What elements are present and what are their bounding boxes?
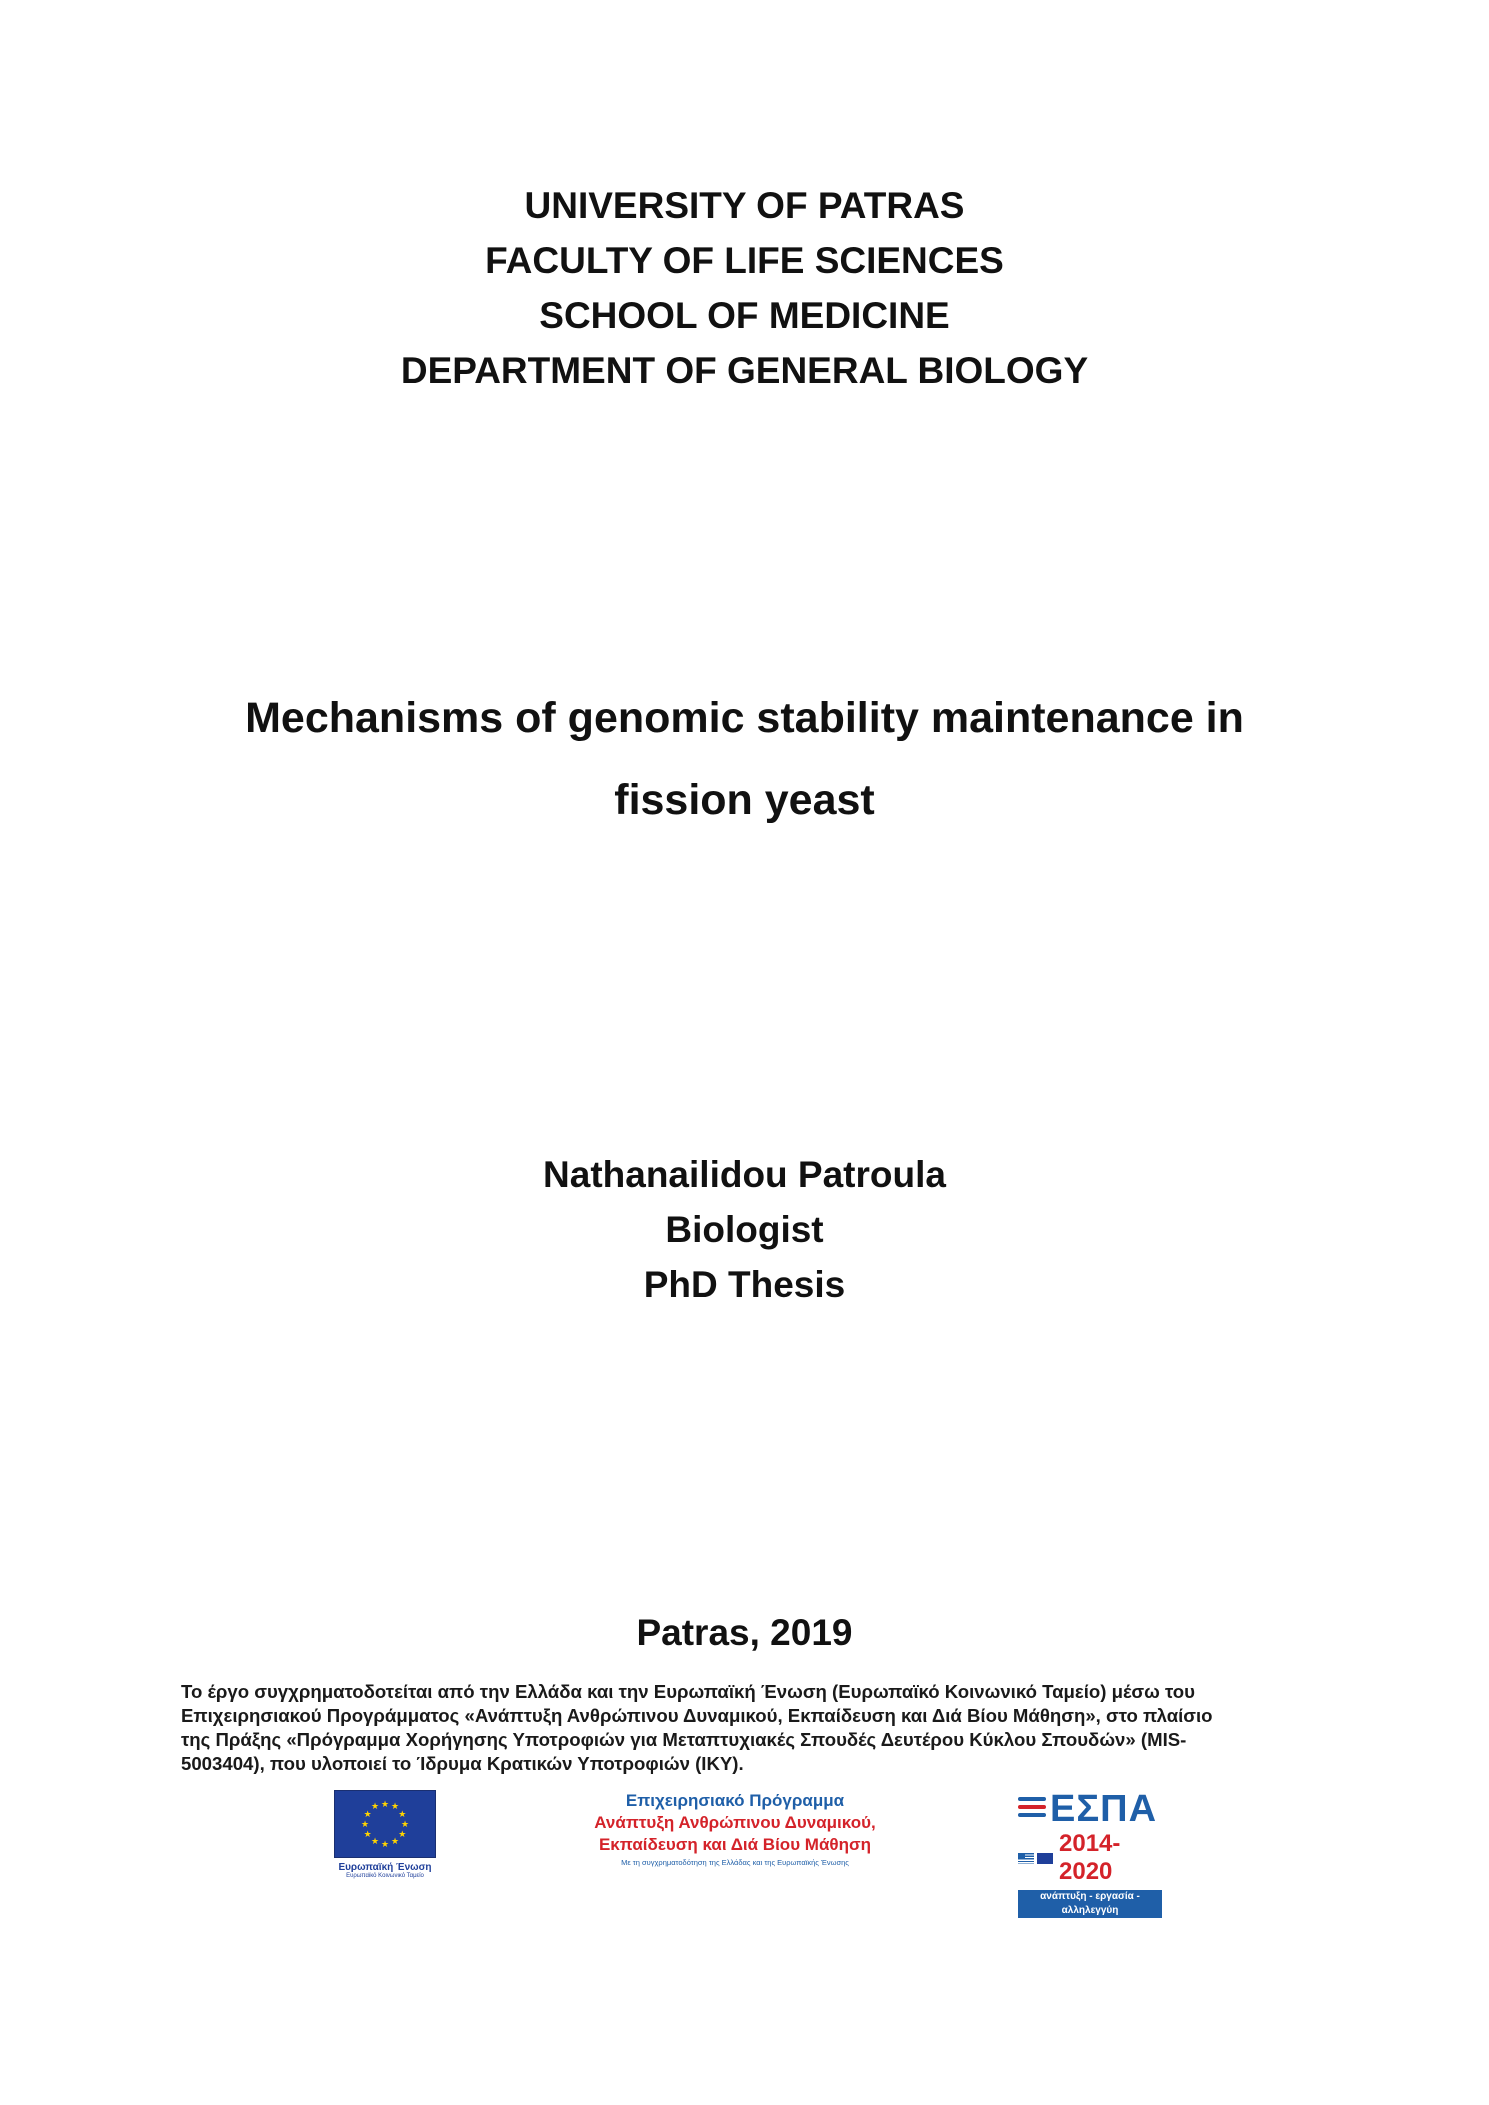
op-logo-line-1: Επιχειρησιακό Πρόγραμμα [625, 1791, 845, 1810]
funding-line-3: της Πράξης «Πρόγραμμα Χορήγησης Υποτροφιών για Μεταπτυχιακές Σπουδές Δευτέρου Κύκλου Σπουδών» (MIS- [181, 1729, 1187, 1750]
school-name: SCHOOL OF MEDICINE [539, 295, 950, 336]
faculty-name: FACULTY OF LIFE SCIENCES [485, 240, 1004, 281]
funding-line-4: 5003404), που υλοποιεί το Ίδρυμα Κρατικών Υποτροφιών (ΙΚΥ). [181, 1753, 744, 1774]
author-role: Biologist [665, 1209, 824, 1250]
eu-star-icon: ★ [380, 1838, 390, 1849]
eu-logo [333, 1790, 437, 1890]
espa-stripes-icon [1018, 1794, 1046, 1824]
espa-tagline: ανάπτυξη - εργασία - αλληλεγγύη [1018, 1890, 1162, 1918]
eu-logo-subcaption: Ευρωπαϊκό Κοινωνικό Ταμείο [346, 1873, 424, 1879]
eu-star-icon: ★ [390, 1835, 400, 1846]
eu-star-icon: ★ [370, 1835, 380, 1846]
espa-logo [1018, 1788, 1168, 1916]
place-date: Patras, 2019 [636, 1612, 853, 1653]
author-name: Nathanailidou Patroula [543, 1154, 946, 1195]
eu-mini-flag-icon [1037, 1853, 1053, 1864]
greek-flag-icon [1018, 1853, 1034, 1864]
funding-line-1: Το έργο συγχρηματοδοτείται από την Ελλάδα και την Ευρωπαϊκή Ένωση (Ευρωπαϊκό Κοινωνικό Ταμείο) μέσω του [181, 1681, 1195, 1702]
eu-star-icon: ★ [363, 1808, 372, 1819]
thesis-title [0, 677, 1489, 841]
institution-header [0, 178, 1489, 398]
university-name: UNIVERSITY OF PATRAS [524, 185, 965, 226]
operational-programme-logo [580, 1790, 890, 1890]
funding-statement [181, 1680, 1311, 1776]
eu-star-icon: ★ [398, 1828, 407, 1839]
eu-star-icon: ★ [400, 1818, 410, 1829]
eu-star-icon: ★ [398, 1808, 407, 1819]
eu-logo-caption: Ευρωπαϊκή Ένωση [338, 1862, 432, 1873]
department-name: DEPARTMENT OF GENERAL BIOLOGY [400, 350, 1089, 391]
espa-years: 2014-2020 [1059, 1830, 1121, 1885]
espa-word: ΕΣΠΑ [1050, 1788, 1158, 1830]
thesis-title-line-1: Mechanisms of genomic stability maintenance in [245, 694, 1244, 742]
eu-star-icon: ★ [360, 1818, 370, 1829]
eu-star-icon: ★ [370, 1801, 380, 1812]
op-logo-line-4: Με τη συγχρηματοδότηση της Ελλάδας και της Ευρωπαϊκής Ένωσης [621, 1858, 849, 1867]
author-block [0, 1147, 1489, 1312]
funding-line-2: Επιχειρησιακού Προγράμματος «Ανάπτυξη Ανθρώπινου Δυναμικού, Εκπαίδευση και Διά Βίου Μάθηση», στο πλαίσιο [181, 1705, 1213, 1726]
eu-flag-icon [334, 1790, 436, 1858]
eu-star-icon: ★ [363, 1828, 372, 1839]
op-logo-line-3: Εκπαίδευση και Διά Βίου Μάθηση [598, 1835, 872, 1854]
thesis-title-line-2: fission yeast [614, 776, 875, 824]
degree-type: PhD Thesis [643, 1264, 846, 1305]
op-logo-line-2: Ανάπτυξη Ανθρώπινου Δυναμικού, [594, 1813, 876, 1832]
eu-star-icon: ★ [380, 1798, 390, 1809]
eu-star-icon: ★ [390, 1801, 400, 1812]
